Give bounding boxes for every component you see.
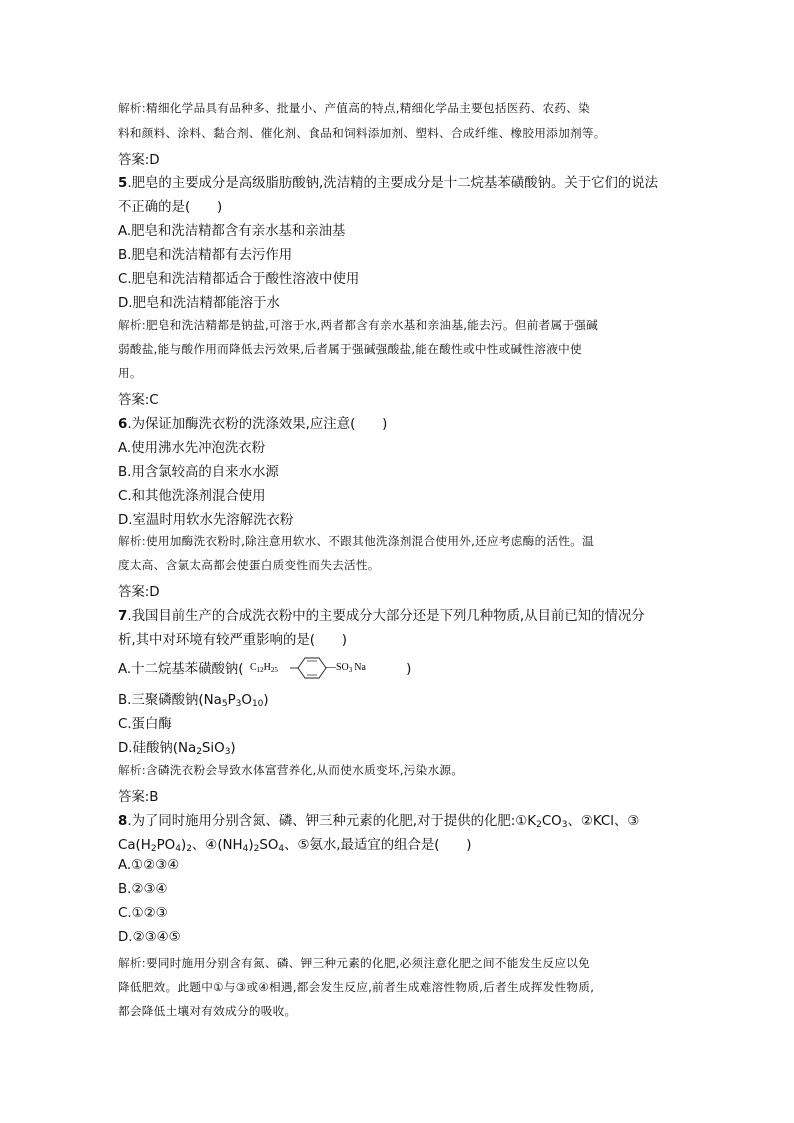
q8-stem-line1: 8.为了同时施用分别含氮、磷、钾三种元素的化肥,对于提供的化肥$:①K_2CO_3$、②KCl、③ xyxy=(118,814,640,830)
prev-explanation-line1: 解析:精细化学品具有品种多、批量小、产值高的特点,精细化学品主要包括医药、农药、染 xyxy=(118,101,591,115)
q8-explanation-line1: 解析:要同时施用分别含有氮、磷、钾三种元素的化肥,必须注意化肥之间不能发生反应以免 xyxy=(118,956,591,970)
q6-answer: 答案:D xyxy=(118,585,160,600)
q8-option-a: A.①②③④ xyxy=(118,858,180,873)
q5-number: 5 xyxy=(118,176,128,191)
prev-answer: 答案:D xyxy=(118,153,160,168)
q5-stem-line1: 5.肥皂的主要成分是高级脂肪酸钠,洗洁精的主要成分是十二烷基苯磺酸钠。关于它们的说法 xyxy=(118,176,659,191)
q8-option-b: B.②③④ xyxy=(118,882,168,897)
q8-option-c: C.①②③ xyxy=(118,906,168,921)
q8-explanation-line2: 降低肥效。此题中①与③或④相遇,都会发生反应,前者生成难溶性物质,后者生成挥发性物质, xyxy=(118,980,595,994)
explanation-label: 解析: xyxy=(118,956,146,970)
q6-explanation-line1: 解析:使用加酶洗衣粉时,除注意用软水、不跟其他洗涤剂混合使用外,还应考虑酶的活性。温 xyxy=(118,534,595,548)
explanation-label: 解析: xyxy=(118,318,146,332)
q5-option-d: D.肥皂和洗洁精都能溶于水 xyxy=(118,296,280,311)
q6-stem: 6.为保证加酶洗衣粉的洗涤效果,应注意( ) xyxy=(118,417,388,432)
q7-option-d: D.硅酸钠$(Na_2SiO_3)$ xyxy=(118,741,236,757)
formula-so3na: $—SO_3$ Na xyxy=(325,662,366,674)
q8-stem-line2: $Ca(H_2PO_4)_2$、$④(NH_4)_2SO_4$、⑤氨水,最适宜的组合是( ) xyxy=(118,838,472,854)
q8-explanation-line3: 都会降低土壤对有效成分的吸收。 xyxy=(118,1004,297,1018)
q7-option-a: A.十二烷基苯磺酸钠( $C_{12}H_{25}$ $—SO_3$ Na ) xyxy=(118,656,411,682)
q6-option-c: C.和其他洗涤剂混合使用 xyxy=(118,489,266,504)
q7-stem-line2: 析,其中对环境有较严重影响的是( ) xyxy=(118,633,347,648)
q5-stem-line2: 不正确的是( ) xyxy=(118,200,223,215)
q7-option-b: B.三聚磷酸钠$(Na_5P_3O_{10})$ xyxy=(118,693,269,709)
q8-option-d: D.②③④⑤ xyxy=(118,930,181,945)
q6-option-d: D.室温时用软水先溶解洗衣粉 xyxy=(118,513,294,528)
q5-answer: 答案:C xyxy=(118,393,159,408)
dodecylbenzenesulfonate-structure xyxy=(250,656,400,682)
q6-option-b: B.用含氯较高的自来水水源 xyxy=(118,465,279,480)
explanation-label: 解析: xyxy=(118,534,146,548)
q7-number: 7 xyxy=(118,609,128,624)
q7-stem-line1: 7.我国目前生产的合成洗衣粉中的主要成分大部分还是下列几种物质,从目前已知的情况分 xyxy=(118,609,645,624)
q8-number: 8 xyxy=(118,814,128,829)
q6-option-a: A.使用沸水先冲泡洗衣粉 xyxy=(118,441,266,456)
q5-option-b: B.肥皂和洗洁精都有去污作用 xyxy=(118,248,293,263)
explanation-label: 解析: xyxy=(118,101,146,115)
q6-explanation-line2: 度太高、含氯太高都会使蛋白质变性而失去活性。 xyxy=(118,558,380,572)
q5-explanation-line3: 用。 xyxy=(118,366,142,380)
q7-explanation: 解析:含磷洗衣粉会导致水体富营养化,从而使水质变坏,污染水源。 xyxy=(118,763,464,777)
q5-option-c: C.肥皂和洗洁精都适合于酸性溶液中使用 xyxy=(118,272,360,287)
q5-explanation-line1: 解析:肥皂和洗洁精都是钠盐,可溶于水,两者都含有亲水基和亲油基,能去污。但前者属于强碱 xyxy=(118,318,599,332)
q5-explanation-line2: 弱酸盐,能与酸作用而降低去污效果,后者属于强碱强酸盐,能在酸性或中性或碱性溶液中使 xyxy=(118,342,582,356)
structure-formula-svg xyxy=(250,656,400,682)
explanation-label: 解析: xyxy=(118,763,146,777)
q6-number: 6 xyxy=(118,417,128,432)
q7-option-c: C.蛋白酶 xyxy=(118,717,172,732)
q7-answer: 答案:B xyxy=(118,790,159,805)
formula-c12h25: $C_{12}H_{25}$ xyxy=(249,662,278,674)
q5-option-a: A.肥皂和洗洁精都含有亲水基和亲油基 xyxy=(118,224,346,239)
prev-explanation-line2: 料和颜料、涂料、黏合剂、催化剂、食品和饲料添加剂、塑料、合成纤维、橡胶用添加剂等。 xyxy=(118,126,606,140)
